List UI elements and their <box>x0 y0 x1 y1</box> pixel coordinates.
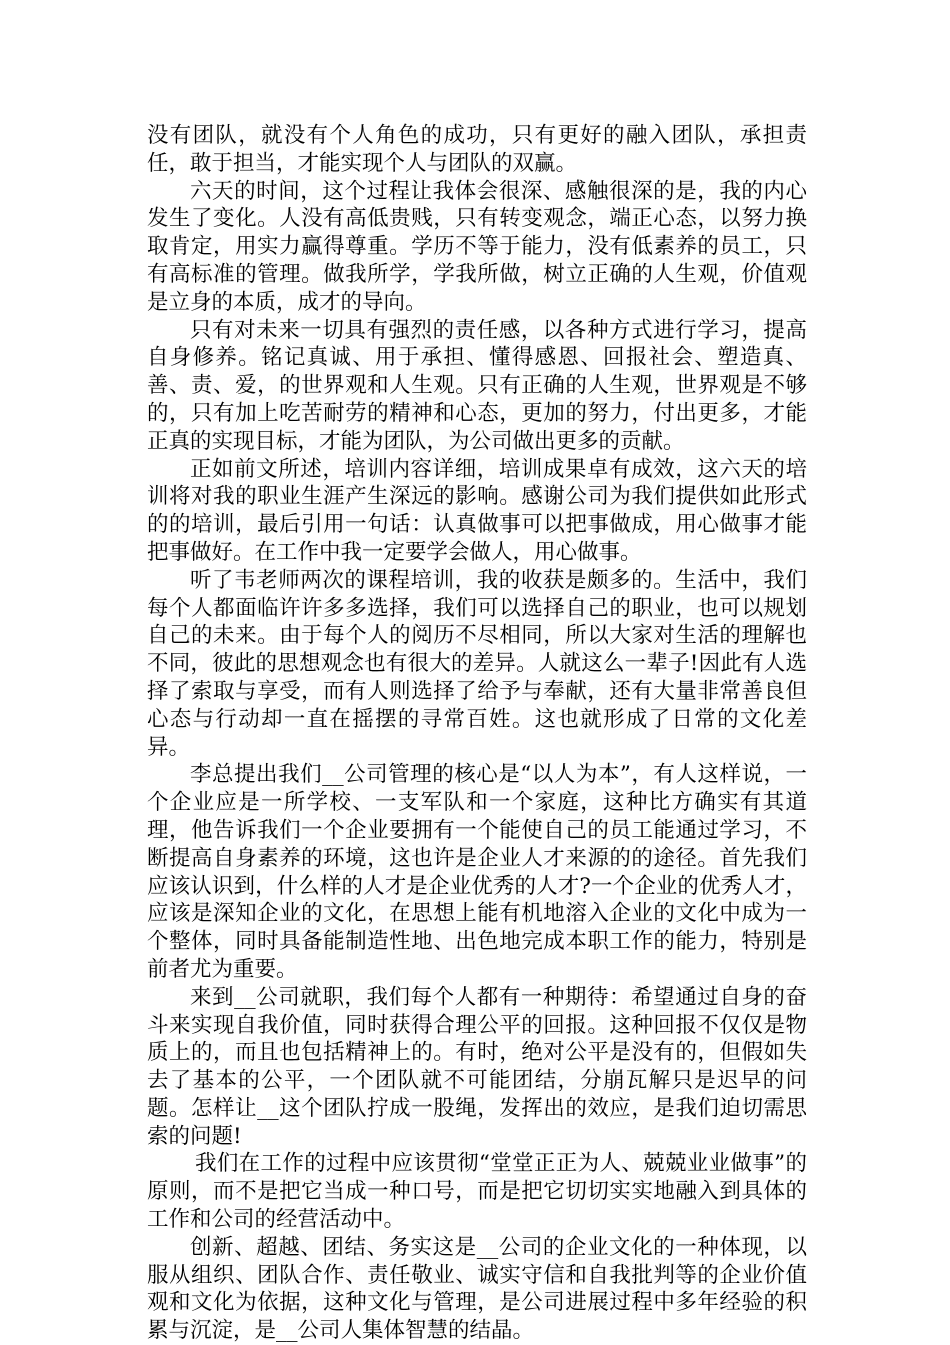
document-body <box>147 122 807 1345</box>
paragraph-7: 来到__公司就职，我们每个人都有一种期待：希望通过自身的奋斗来实现自我价值，同时获得合理公平的回报。这种回报不仅仅是物质上的，而且也包括精神上的。有时，绝对公平是没有的，但假如失去了基本的公平，一个团队就不可能团结，分崩瓦解只是迟早的问题。怎样让__这个团队拧成一股绳，发挥出的效应，是我们迫切需思索的问题! <box>147 984 807 1149</box>
paragraph-8: 我们在工作的过程中应该贯彻“堂堂正正为人、兢兢业业做事”的原则，而不是把它当成一种口号，而是把它切切实实地融入到具体的工作和公司的经营活动中。 <box>147 1151 807 1233</box>
paragraph-6: 李总提出我们__公司管理的核心是“以人为本”，有人这样说，一个企业应是一所学校、一支军队和一个家庭，这种比方确实有其道理，他告诉我们一个企业要拥有一个能使自己的员工能通过学习，不断提高自身素养的环境，这也许是企业人才来源的的途径。首先我们应该认识到，什么样的人才是企业优秀的人才?一个企业的优秀人才，应该是深知企业的文化，在思想上能有机地溶入企业的文化中成为一个整体，同时具备能制造性地、出色地完成本职工作的能力，特别是前者尤为重要。 <box>147 762 807 982</box>
paragraph-1: 没有团队，就没有个人角色的成功，只有更好的融入团队，承担责任，敢于担当，才能实现个人与团队的双赢。 <box>147 123 807 176</box>
paragraph-9: 创新、超越、团结、务实这是__公司的企业文化的一种体现，以服从组织、团队合作、责任敬业、诚实守信和自我批判等的企业价值观和文化为依据，这种文化与管理，是公司进展过程中多年经验的积累与沉淀，是__公司人集体智慧的结晶。 <box>147 1234 807 1344</box>
paragraph-2: 六天的时间，这个过程让我体会很深、感触很深的是，我的内心发生了变化。人没有高低贵贱，只有转变观念，端正心态，以努力换取肯定，用实力赢得尊重。学历不等于能力，没有低素养的员工，只有高标准的管理。做我所学，学我所做，树立正确的人生观，价值观是立身的本质，成才的导向。 <box>147 178 807 315</box>
paragraph-5: 听了韦老师两次的课程培训，我的收获是颇多的。生活中，我们每个人都面临许许多多选择，我们可以选择自己的职业，也可以规划自己的未来。由于每个人的阅历不尽相同，所以大家对生活的理解也不同，彼此的思想观念也有很大的差异。人就这么一辈子!因此有人选择了索取与享受，而有人则选择了给予与奉献，还有大量非常善良但心态与行动却一直在摇摆的寻常百姓。这也就形成了日常的文化差异。 <box>147 567 807 760</box>
paragraph-3: 只有对未来一切具有强烈的责任感，以各种方式进行学习，提高自身修养。铭记真诚、用于承担、懂得感恩、回报社会、塑造真、善、责、爱，的世界观和人生观。只有正确的人生观，世界观是不够的，只有加上吃苦耐劳的精神和心态，更加的努力，付出更多，才能正真的实现目标，才能为团队，为公司做出更多的贡献。 <box>147 317 807 454</box>
paragraph-4: 正如前文所述，培训内容详细，培训成果卓有成效，这六天的培训将对我的职业生涯产生深远的影响。感谢公司为我们提供如此形式的的培训，最后引用一句话：认真做事可以把事做成，用心做事才能把事做好。在工作中我一定要学会做人，用心做事。 <box>147 456 807 565</box>
